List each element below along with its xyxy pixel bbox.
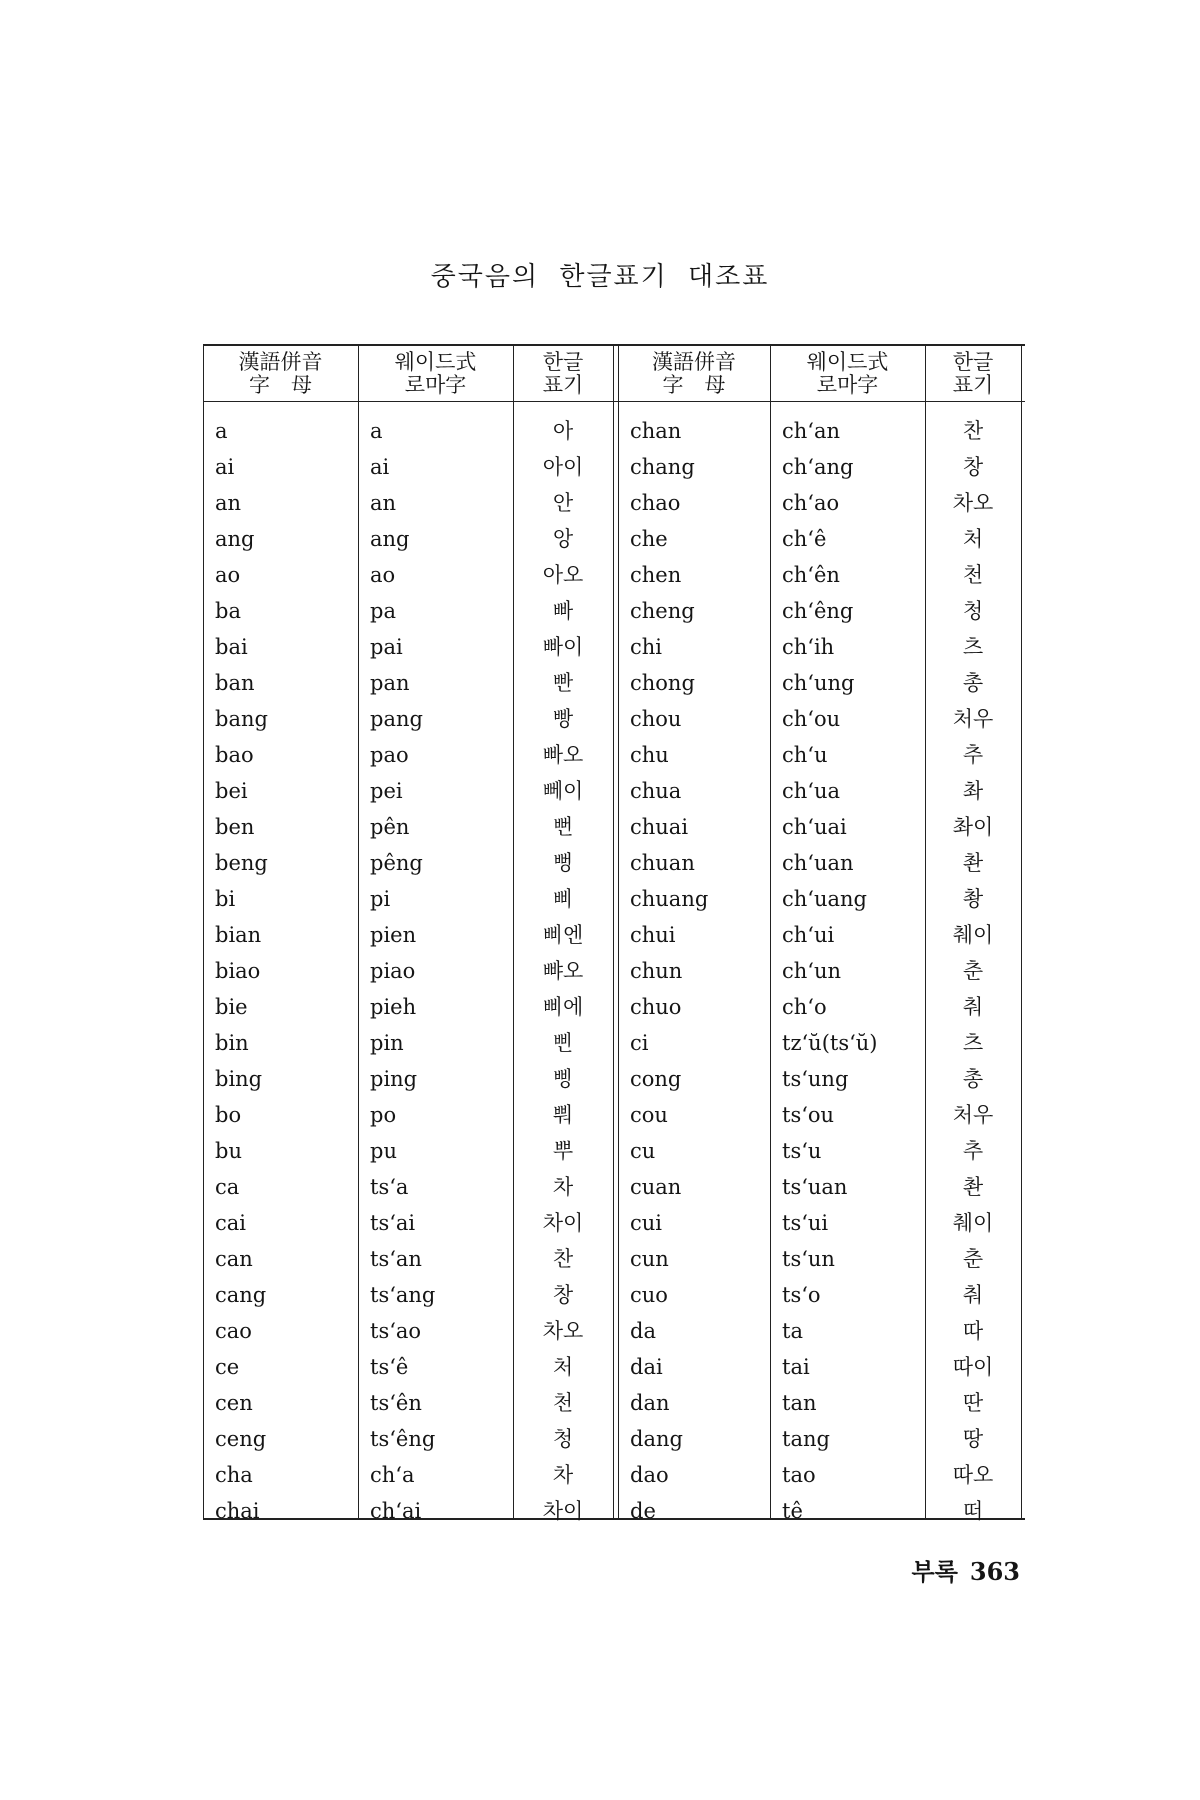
- table-cell: pang: [370, 707, 423, 731]
- table-cell: 총: [962, 671, 984, 695]
- table-cell: cu: [630, 1139, 656, 1163]
- table-cell: pieh: [370, 995, 417, 1019]
- header-wade-line2: 로마字: [816, 373, 879, 397]
- table-cell: chuo: [630, 995, 682, 1019]
- table-cell: piao: [370, 959, 416, 983]
- table-cell: ang: [215, 527, 255, 551]
- table-cell: pin: [370, 1031, 404, 1055]
- header-hangul-left: [513, 351, 613, 401]
- table-cell: biao: [215, 959, 261, 983]
- table-cell: pi: [370, 887, 391, 911]
- table-cell: 츠: [962, 635, 984, 659]
- table-cell: ts‘ung: [782, 1067, 849, 1091]
- table-cell: bai: [215, 635, 248, 659]
- table-cell: 빵: [552, 707, 574, 731]
- table-cell: 창: [552, 1283, 574, 1307]
- table-cell: 찬: [552, 1247, 574, 1271]
- table-cell: 따오: [952, 1463, 994, 1487]
- table-cell: pao: [370, 743, 409, 767]
- header-wade-line2: 로마字: [404, 373, 467, 397]
- table-cell: ts‘a: [370, 1175, 409, 1199]
- table-cell: 아이: [542, 455, 584, 479]
- page-title: 중국음의 한글표기 대조표: [430, 262, 770, 292]
- table-cell: 삐: [552, 887, 574, 911]
- table-cell: 삐에: [542, 995, 584, 1019]
- header-pinyin-line1: 漢語併音: [652, 350, 736, 374]
- table-cell: beng: [215, 851, 268, 875]
- table-cell: 빠: [552, 599, 574, 623]
- table-cell: 뻔: [552, 815, 574, 839]
- header-pinyin-line2: 字 母: [249, 373, 312, 397]
- table-cell: cheng: [630, 599, 695, 623]
- header-wade-right: [770, 351, 925, 401]
- table-cell: 췌이: [952, 923, 994, 947]
- left-wade-column: [370, 413, 510, 1529]
- table-cell: bei: [215, 779, 248, 803]
- table-cell: tai: [782, 1355, 810, 1379]
- header-pinyin-left: [203, 351, 358, 401]
- header-wade-line1: 웨이드式: [806, 350, 889, 374]
- table-cell: 처: [962, 527, 984, 551]
- table-cell: ts‘ên: [370, 1391, 422, 1415]
- table-cell: ba: [215, 599, 241, 623]
- table-cell: cuan: [630, 1175, 682, 1199]
- table-cell: ping: [370, 1067, 418, 1091]
- table-cell: 삐엔: [542, 923, 584, 947]
- page-number: 363: [969, 1557, 1020, 1586]
- table-cell: ch‘ê: [782, 527, 827, 551]
- table-cell: ca: [215, 1175, 240, 1199]
- table-cell: ch‘ou: [782, 707, 841, 731]
- right-pinyin-column: [630, 413, 768, 1529]
- table-cell: ts‘ai: [370, 1211, 416, 1235]
- table-cell: 땅: [962, 1427, 984, 1451]
- table-cell: cuo: [630, 1283, 668, 1307]
- left-pinyin-column: [215, 413, 355, 1529]
- table-cell: 촨: [962, 851, 984, 875]
- table-cell: 청: [552, 1427, 574, 1451]
- table-cell: bu: [215, 1139, 242, 1163]
- table-cell: pai: [370, 635, 403, 659]
- table-cell: 췌이: [952, 1211, 994, 1235]
- table-cell: 춘: [962, 1247, 984, 1271]
- table-cell: ang: [370, 527, 410, 551]
- header-hangul-line2: 표기: [952, 373, 994, 397]
- table-cell: ch‘ang: [782, 455, 854, 479]
- table-cell: 촨: [962, 1175, 984, 1199]
- table-cell: pei: [370, 779, 403, 803]
- table-cell: ch‘ua: [782, 779, 841, 803]
- table-cell: ce: [215, 1355, 240, 1379]
- table-cell: 따: [962, 1319, 984, 1343]
- table-cell: 춰: [962, 995, 984, 1019]
- table-cell: can: [215, 1247, 253, 1271]
- table-cell: pan: [370, 671, 410, 695]
- table-cell: 앙: [552, 527, 574, 551]
- table-cell: 빤: [552, 671, 574, 695]
- page-footer: [900, 1552, 1020, 1587]
- table-cell: 뻬이: [542, 779, 584, 803]
- table-cell: 천: [552, 1391, 574, 1415]
- left-hangul-column: [513, 413, 613, 1529]
- table-cell: bo: [215, 1103, 242, 1127]
- center-double-rule: [613, 346, 614, 1518]
- center-double-rule: [618, 346, 619, 1518]
- table-cell: ben: [215, 815, 255, 839]
- table-cell: ts‘u: [782, 1139, 822, 1163]
- table-cell: cong: [630, 1067, 682, 1091]
- column-divider: [770, 346, 771, 1518]
- table-cell: pa: [370, 599, 396, 623]
- table-cell: ban: [215, 671, 255, 695]
- table-cell: da: [630, 1319, 656, 1343]
- table-cell: chun: [630, 959, 683, 983]
- table-cell: bie: [215, 995, 248, 1019]
- table-cell: ch‘an: [782, 419, 841, 443]
- table-cell: cou: [630, 1103, 668, 1127]
- table-cell: ch‘uan: [782, 851, 854, 875]
- table-cell: tê: [782, 1499, 803, 1523]
- table-cell: tz‘ŭ(ts‘ŭ): [782, 1031, 878, 1055]
- table-cell: ch‘ai: [370, 1499, 422, 1523]
- header-hangul-line1: 한글: [952, 350, 994, 374]
- table-cell: chui: [630, 923, 676, 947]
- table-cell: dai: [630, 1355, 663, 1379]
- table-cell: ts‘ê: [370, 1355, 409, 1379]
- table-cell: 아오: [542, 563, 584, 587]
- table-cell: ceng: [215, 1427, 267, 1451]
- table-cell: 차이: [542, 1499, 584, 1523]
- table-cell: ta: [782, 1319, 803, 1343]
- header-hangul-right: [925, 351, 1021, 401]
- table-border-right: [1021, 346, 1022, 1518]
- table-cell: cai: [215, 1211, 246, 1235]
- table-cell: ch‘ung: [782, 671, 855, 695]
- table-cell: ch‘uang: [782, 887, 867, 911]
- table-cell: 딴: [962, 1391, 984, 1415]
- header-pinyin-line2: 字 母: [662, 373, 726, 397]
- table-cell: cang: [215, 1283, 267, 1307]
- table-cell: dao: [630, 1463, 669, 1487]
- header-hangul-line2: 표기: [542, 373, 584, 397]
- table-cell: ao: [370, 563, 396, 587]
- table-cell: pu: [370, 1139, 397, 1163]
- table-cell: a: [370, 419, 383, 443]
- table-cell: ch‘o: [782, 995, 827, 1019]
- table-cell: bao: [215, 743, 254, 767]
- table-cell: 아: [552, 419, 574, 443]
- table-cell: chu: [630, 743, 669, 767]
- table-cell: cun: [630, 1247, 669, 1271]
- table-cell: 뺘오: [542, 959, 584, 983]
- table-cell: ts‘uan: [782, 1175, 848, 1199]
- header-wade-left: [358, 351, 513, 401]
- table-border-left: [203, 346, 204, 1518]
- header-wade-line1: 웨이드式: [394, 350, 477, 374]
- table-cell: ts‘an: [370, 1247, 422, 1271]
- table-cell: 처우: [952, 1103, 994, 1127]
- table-cell: 뿨: [552, 1103, 574, 1127]
- table-cell: ts‘ao: [370, 1319, 422, 1343]
- footer-label: 부록: [911, 1558, 958, 1586]
- table-cell: 뻥: [552, 851, 574, 875]
- table-cell: dang: [630, 1427, 683, 1451]
- right-hangul-column: [925, 413, 1021, 1529]
- table-cell: ch‘ih: [782, 635, 835, 659]
- table-cell: a: [215, 419, 228, 443]
- table-cell: 츠: [962, 1031, 984, 1055]
- table-cell: 떠: [962, 1499, 984, 1523]
- table-cell: chen: [630, 563, 682, 587]
- table-cell: cha: [215, 1463, 253, 1487]
- table-cell: ts‘ui: [782, 1211, 829, 1235]
- table-cell: ch‘un: [782, 959, 842, 983]
- table-cell: 촤이: [952, 815, 994, 839]
- table-cell: 삥: [552, 1067, 574, 1091]
- table-cell: ch‘ao: [782, 491, 840, 515]
- table-cell: chuai: [630, 815, 689, 839]
- table-cell: ch‘uai: [782, 815, 847, 839]
- comparison-table: [203, 344, 1025, 1523]
- table-cell: 따이: [952, 1355, 994, 1379]
- table-cell: de: [630, 1499, 656, 1523]
- table-cell: chuang: [630, 887, 709, 911]
- header-pinyin-right: [618, 351, 770, 401]
- table-cell: pêng: [370, 851, 423, 875]
- table-cell: 삔: [552, 1031, 574, 1055]
- table-cell: 추: [962, 1139, 984, 1163]
- table-cell: 뿌: [552, 1139, 574, 1163]
- table-cell: ch‘a: [370, 1463, 415, 1487]
- table-cell: che: [630, 527, 668, 551]
- table-cell: ch‘ên: [782, 563, 840, 587]
- table-cell: 춰: [962, 1283, 984, 1307]
- table-cell: 차이: [542, 1211, 584, 1235]
- table-cell: ch‘u: [782, 743, 828, 767]
- table-cell: chi: [630, 635, 663, 659]
- table-cell: ao: [215, 563, 241, 587]
- table-cell: chao: [630, 491, 681, 515]
- table-cell: ci: [630, 1031, 649, 1055]
- table-cell: 빠오: [542, 743, 584, 767]
- table-cell: 안: [552, 491, 574, 515]
- table-cell: ts‘ang: [370, 1283, 436, 1307]
- table-cell: 추: [962, 743, 984, 767]
- table-cell: 빠이: [542, 635, 584, 659]
- table-cell: tao: [782, 1463, 816, 1487]
- table-cell: chan: [630, 419, 682, 443]
- table-cell: ai: [215, 455, 235, 479]
- table-cell: 찬: [962, 419, 984, 443]
- table-cell: 차오: [542, 1319, 584, 1343]
- header-pinyin-line1: 漢語併音: [238, 350, 323, 374]
- table-cell: chang: [630, 455, 695, 479]
- table-cell: bing: [215, 1067, 263, 1091]
- right-wade-column: [782, 413, 924, 1529]
- table-cell: tan: [782, 1391, 817, 1415]
- table-cell: tang: [782, 1427, 830, 1451]
- table-cell: 총: [962, 1067, 984, 1091]
- table-cell: pên: [370, 815, 410, 839]
- table-cell: 촤: [962, 779, 984, 803]
- table-cell: ts‘ou: [782, 1103, 835, 1127]
- table-cell: cao: [215, 1319, 252, 1343]
- table-cell: 차오: [952, 491, 994, 515]
- table-cell: po: [370, 1103, 397, 1127]
- table-cell: chong: [630, 671, 695, 695]
- table-cell: ai: [370, 455, 390, 479]
- table-cell: an: [215, 491, 242, 515]
- table-cell: chua: [630, 779, 682, 803]
- table-cell: bi: [215, 887, 236, 911]
- table-cell: 창: [962, 455, 984, 479]
- table-cell: 춘: [962, 959, 984, 983]
- table-cell: chuan: [630, 851, 695, 875]
- table-cell: ts‘o: [782, 1283, 821, 1307]
- table-cell: ts‘êng: [370, 1427, 436, 1451]
- table-cell: dan: [630, 1391, 670, 1415]
- table-cell: cen: [215, 1391, 253, 1415]
- header-rule: [203, 401, 1025, 402]
- table-cell: 처: [552, 1355, 574, 1379]
- table-cell: 청: [962, 599, 984, 623]
- table-cell: 촹: [962, 887, 984, 911]
- table-cell: bang: [215, 707, 268, 731]
- table-cell: 차: [552, 1175, 574, 1199]
- column-divider: [358, 346, 359, 1518]
- table-cell: pien: [370, 923, 417, 947]
- table-cell: chai: [215, 1499, 260, 1523]
- table-cell: ch‘ui: [782, 923, 835, 947]
- table-cell: 천: [962, 563, 984, 587]
- table-cell: chou: [630, 707, 682, 731]
- table-cell: cui: [630, 1211, 663, 1235]
- table-cell: 차: [552, 1463, 574, 1487]
- table-cell: bian: [215, 923, 262, 947]
- header-hangul-line1: 한글: [542, 350, 584, 374]
- table-cell: an: [370, 491, 397, 515]
- table-cell: 처우: [952, 707, 994, 731]
- table-cell: ts‘un: [782, 1247, 835, 1271]
- table-cell: bin: [215, 1031, 249, 1055]
- table-cell: ch‘êng: [782, 599, 854, 623]
